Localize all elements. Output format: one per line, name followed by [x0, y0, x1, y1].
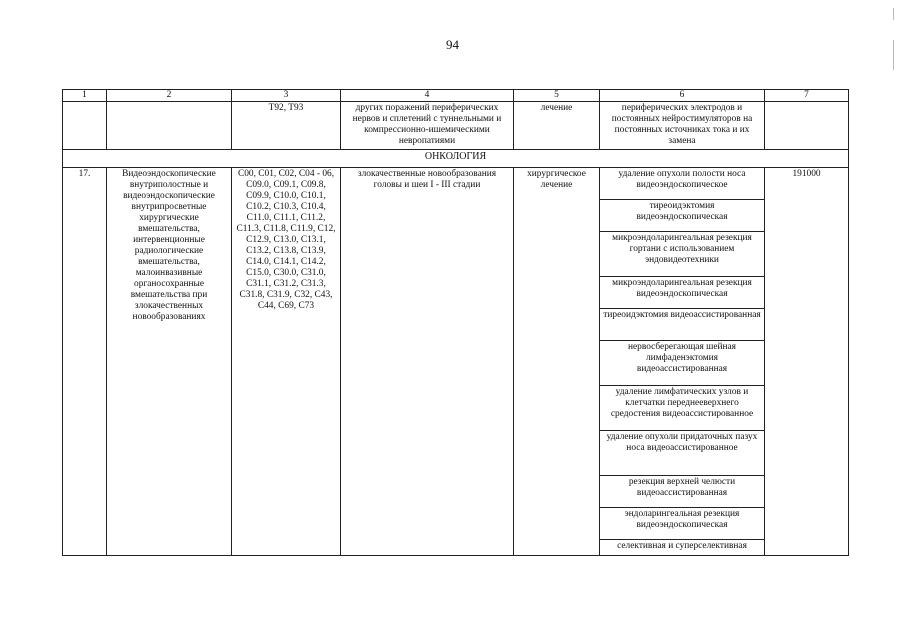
scan-edge-mark [893, 40, 894, 70]
treatment-type-cell: хирургическое лечение [514, 168, 600, 556]
scan-edge-mark [893, 8, 894, 20]
cost-cell: 191000 [765, 168, 849, 556]
entry-number-cell [63, 102, 107, 150]
method-cell: эндоларингеальная резекция видеоэндоскопическая [600, 508, 765, 540]
column-header: 2 [107, 90, 232, 102]
method-cell: микроэндоларингеальная резекция видеоэндоскопическая [600, 277, 765, 309]
condition-cell: злокачественные новообразования головы и шеи I - III стадии [341, 168, 514, 556]
continued-row [63, 102, 849, 150]
method-cell: периферических электродов и постоянных нейростимуляторов на постоянных источниках тока и их замена [600, 102, 765, 150]
column-number-row [63, 90, 849, 102]
table-row [63, 168, 849, 200]
condition-cell: других поражений периферических нервов и сплетений с туннельными и компрессионно-ишемическими невропатиями [341, 102, 514, 150]
page-number: 94 [446, 37, 459, 52]
entry-number-cell: 17. [63, 168, 107, 556]
entry-name-cell [107, 102, 232, 150]
treatment-type-cell: лечение [514, 102, 600, 150]
method-cell: селективная и суперселективная [600, 540, 765, 556]
column-header: 6 [600, 90, 765, 102]
diagnosis-codes-cell: T92, T93 [232, 102, 341, 150]
method-cell: тиреоидэктомия видеоэндоскопическая [600, 200, 765, 232]
column-header: 7 [765, 90, 849, 102]
method-cell: тиреоидэктомия видеоассистированная [600, 309, 765, 341]
entry-name-cell: Видеоэндоскопические внутриполостные и видеоэндоскопические внутрипросветные хирургические вмешательства, интервенционные радиологические вмешательства, малоинвазивные органосохранные вмешательства при злокачественных новообразованиях [107, 168, 232, 556]
diagnosis-codes-cell: C00, C01, C02, C04 - 06, C09.0, C09.1, C09.8, C09.9, C10.0, C10.1, C10.2, C10.3, C10.4, C11.0, C11.1, C11.2, C11.3, C11.8, C11.9, C12, C12.9, C13.0, C13.1, C13.2, C13.8, C13.9, C14.0, C14.1, C14.2, C15.0, C30.0, C31.0, C31.1, C31.2, C31.3, C31.8, C31.9, C32, C43, C44, C69, C73 [232, 168, 341, 556]
column-header: 1 [63, 90, 107, 102]
medical-care-table [62, 89, 849, 556]
column-header: 5 [514, 90, 600, 102]
column-header: 3 [232, 90, 341, 102]
method-cell: резекция верхней челюсти видеоассистированная [600, 476, 765, 508]
section-row [63, 150, 849, 168]
column-header: 4 [341, 90, 514, 102]
method-cell: микроэндоларингеальная резекция гортани с использованием эндовидеотехники [600, 232, 765, 277]
method-cell: удаление опухоли полости носа видеоэндоскопическое [600, 168, 765, 200]
method-cell: удаление лимфатических узлов и клетчатки переднееверхнего средостения видеоассистированное [600, 386, 765, 431]
method-cell: нервосберегающая шейная лимфаденэктомия видеоассистированная [600, 341, 765, 386]
cost-cell [765, 102, 849, 150]
method-cell: удаление опухоли придаточных пазух носа видеоассистированное [600, 431, 765, 476]
section-title: ОНКОЛОГИЯ [63, 150, 849, 168]
